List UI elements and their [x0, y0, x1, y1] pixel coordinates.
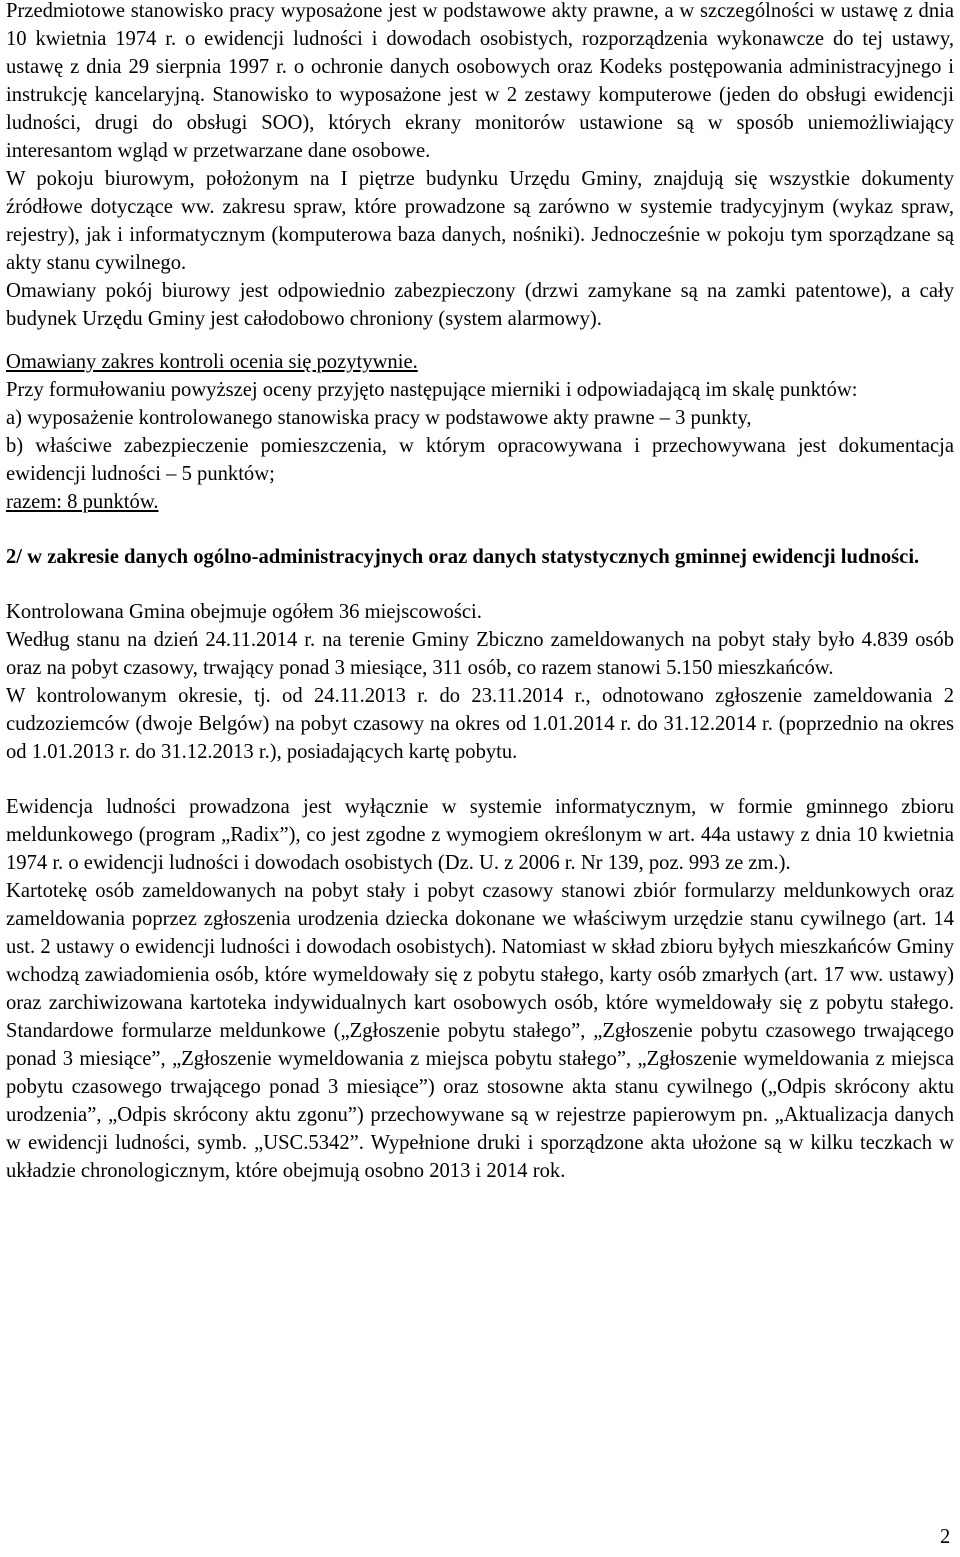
- paragraph-office-room: W pokoju biurowym, położonym na I piętrze budynku Urzędu Gminy, znajdują się wszystkie dokumenty źródłowe dotyczące ww. zakresu spraw, które prowadzone są zarówno w systemie tradycyjnym (wykaz spraw, rejestry), jak i informatycznym (komputerowa baza danych, nośniki). Jednocześnie w pokoju tym sporządzane są akty stanu cywilnego.: [6, 168, 954, 274]
- spacer: [6, 333, 954, 348]
- spacer: [6, 516, 954, 543]
- total-underlined: razem: 8 punktów.: [6, 491, 159, 513]
- paragraph-criteria-intro: Przy formułowaniu powyższej oceny przyjęto następujące mierniki i odpowiadającą im skalę punktów:: [6, 379, 858, 401]
- paragraph-foreigners: W kontrolowanym okresie, tj. od 24.11.2013 r. do 23.11.2014 r., odnotowano zgłoszenie zameldowania 2 cudzoziemców (dwoje Belgów) na pobyt czasowy na okres od 1.01.2014 r. do 31.12.2014 r. (poprzednio na okres od 1.01.2013 r. do 31.12.2013 r.), posiadających kartę pobytu.: [6, 685, 954, 763]
- page-number: 2: [940, 1526, 951, 1548]
- assessment-underlined: Omawiany zakres kontroli ocenia się pozytywnie.: [6, 351, 418, 373]
- criteria-item-a: a) wyposażenie kontrolowanego stanowiska pracy w podstawowe akty prawne – 3 punkty,: [6, 407, 752, 429]
- document-page: [6, 0, 954, 1185]
- criteria-item-b: b) właściwe zabezpieczenie pomieszczenia, w którym opracowywana i przechowywana jest dokumentacja ewidencji ludności – 5 punktów;: [6, 435, 954, 485]
- paragraph-legal-acts: Przedmiotowe stanowisko pracy wyposażone jest w podstawowe akty prawne, a w szczególności w ustawę z dnia 10 kwietnia 1974 r. o ewidencji ludności i dowodach osobistych, rozporządzenia wykonawcze do tej ustawy, ustawę z dnia 29 sierpnia 1997 r. o ochronie danych osobowych oraz Kodeks postępowania administracyjnego i instrukcję kancelaryjną. Stanowisko to wyposażone jest w 2 zestawy komputerowe (jeden do obsługi ewidencji ludności, drugi do obsługi SOO), których ekrany monitorów ustawione są w sposób uniemożliwiający interesantom wgląd w przetwarzane dane osobowe.: [6, 0, 954, 162]
- paragraph-security: Omawiany pokój biurowy jest odpowiednio zabezpieczony (drzwi zamykane są na zamki patentowe), a cały budynek Urzędu Gminy jest całodobowo chroniony (system alarmowy).: [6, 280, 954, 330]
- paragraph-population: Według stanu na dzień 24.11.2014 r. na terenie Gminy Zbiczno zameldowanych na pobyt stały było 4.839 osób oraz na pobyt czasowy, trwający ponad 3 miesiące, 311 osób, co razem stanowi 5.150 mieszkańców.: [6, 629, 954, 679]
- spacer: [6, 766, 954, 793]
- paragraph-card-index: Kartotekę osób zameldowanych na pobyt stały i pobyt czasowy stanowi zbiór formularzy meldunkowych oraz zameldowania poprzez zgłoszenia urodzenia dziecka dokonane we właściwym urzędzie stanu cywilnego (art. 14 ust. 2 ustawy o ewidencji ludności i dowodach osobistych). Natomiast w skład zbioru byłych mieszkańców Gminy wchodzą zawiadomienia osób, które wymeldowały się z pobytu stałego, karty osób zmarłych (art. 17 ww. ustawy) oraz zarchiwizowana kartoteka indywidualnych kart osobowych osób, które wymeldowały się z pobytu stałego. Standardowe formularze meldunkowe („Zgłoszenie pobytu stałego”, „Zgłoszenie pobytu czasowego trwającego ponad 3 miesiące”, „Zgłoszenie wymeldowania z miejsca pobytu stałego”, „Zgłoszenie wymeldowania z miejsca pobytu czasowego trwającego ponad 3 miesiące”) oraz stosowne akta stanu cywilnego („Odpis skrócony aktu urodzenia”, „Odpis skrócony aktu zgonu”) przechowywane są w rejestrze papierowym pn. „Aktualizacja danych w ewidencji ludności, symb. „USC.5342”. Wypełnione druki i sporządzone akta ułożone są w kilku teczkach w układzie chronologicznym, które obejmują osobno 2013 i 2014 rok.: [6, 880, 954, 1182]
- paragraph-localities: Kontrolowana Gmina obejmuje ogółem 36 miejscowości.: [6, 601, 482, 623]
- paragraph-register-system: Ewidencja ludności prowadzona jest wyłącznie w systemie informatycznym, w formie gminnego zbioru meldunkowego (program „Radix”), co jest zgodne z wymogiem określonym w art. 44a ustawy z dnia 10 kwietnia 1974 r. o ewidencji ludności i dowodach osobistych (Dz. U. z 2006 r. Nr 139, poz. 993 ze zm.).: [6, 796, 954, 874]
- paragraph-assessment: [6, 348, 954, 376]
- spacer: [6, 571, 954, 598]
- section-heading-2: 2/ w zakresie danych ogólno-administracyjnych oraz danych statystycznych gminnej ewidencji ludności.: [6, 546, 920, 568]
- paragraph-total: [6, 488, 954, 516]
